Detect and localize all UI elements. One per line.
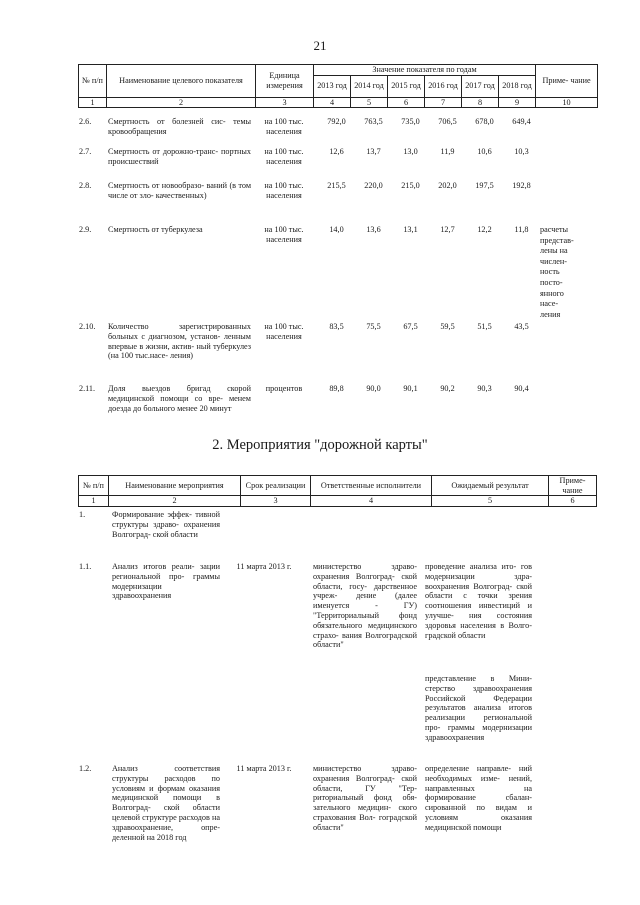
- row-value: 10,3: [514, 147, 529, 156]
- row-num: 2.9.: [79, 225, 92, 234]
- row-value: 13,7: [366, 147, 381, 156]
- row-value: 706,5: [438, 117, 457, 126]
- row-name: Количество зарегистрированных больных с диагнозом, установ- ленным впервые в жизни, актив- ный туберкулез (на 100 тыс.насе- ления): [108, 322, 251, 361]
- row-value: 67,5: [403, 322, 418, 331]
- col-unit-header: Единица измерения: [256, 65, 314, 98]
- row-note: расчеты представ- лены на числен- ность посто- янного насе- ления: [540, 225, 574, 319]
- row-value: 59,5: [440, 322, 455, 331]
- row-num: 2.7.: [79, 147, 92, 156]
- col-name-header: Наименование мероприятия: [109, 476, 241, 496]
- col-number: 5: [351, 97, 388, 108]
- col-num-header: № п/п: [79, 476, 109, 496]
- row-term: 11 марта 2013 г.: [236, 764, 292, 773]
- row-value: 90,4: [514, 384, 529, 393]
- row-name: Доля выездов бригад скорой медицинской помощи со вре- менем доезда до больного менее 20 минут: [108, 384, 251, 413]
- row-name: Формирование эффек- тивной структуры здраво- охранения Волгоград- ской области: [112, 510, 220, 539]
- row-value: 90,3: [477, 384, 492, 393]
- col-number: 4: [311, 496, 432, 507]
- row-value: 14,0: [329, 225, 344, 234]
- row-value: 11,8: [514, 225, 529, 234]
- row-value: 43,5: [514, 322, 529, 331]
- col-number: 7: [425, 97, 462, 108]
- row-responsible: министерство здраво- охранения Волгоград- ской области, ГУ "Тер- риториальный фонд обя- зательного медицин- ского страхования Вол- гоградской области": [313, 764, 417, 832]
- row-num: 2.8.: [79, 181, 92, 190]
- col-number: 5: [432, 496, 549, 507]
- row-name: Анализ итогов реали- зации региональной про- граммы модернизации здравоохранения: [112, 562, 220, 601]
- row-value: 215,5: [327, 181, 346, 190]
- row-value: 10,6: [477, 147, 492, 156]
- col-number: 6: [388, 97, 425, 108]
- row-value: 89,8: [329, 384, 344, 393]
- row-value: 51,5: [477, 322, 492, 331]
- row-value: 192,8: [512, 181, 531, 190]
- col-name-header: Наименование целевого показателя: [107, 65, 256, 98]
- row-value: 13,1: [403, 225, 418, 234]
- row-value: 12,6: [329, 147, 344, 156]
- row-responsible: министерство здраво- охранения Волгоград- ской области, госу- дарственное учреж- дение (далее именуется - ГУ) "Территориальный фонд обязательного медицинского страхо- вания Волгоградской области": [313, 562, 417, 650]
- col-values-group-header: Значение показателя по годам: [314, 65, 536, 76]
- row-value: 220,0: [364, 181, 383, 190]
- indicators-table-header: [78, 64, 598, 108]
- row-num: 2.6.: [79, 117, 92, 126]
- row-result: проведение анализа ито- гов модернизации здра- воохранения Волгоград- ской области с точки зрения соотношения инвестиций и улучше- ния состояния здоровья населения в Волго- градской области: [425, 562, 532, 640]
- row-value: 11,9: [440, 147, 455, 156]
- row-value: 75,5: [366, 322, 381, 331]
- row-value: 90,0: [366, 384, 381, 393]
- row-value: 792,0: [327, 117, 346, 126]
- year-header: 2017 год: [462, 75, 499, 97]
- col-note-header: Приме- чание: [536, 65, 598, 98]
- roadmap-table-header: [78, 475, 597, 507]
- col-number: 2: [109, 496, 241, 507]
- col-resp-header: Ответственные исполнители: [311, 476, 432, 496]
- year-header: 2016 год: [425, 75, 462, 97]
- year-header: 2018 год: [499, 75, 536, 97]
- row-unit: на 100 тыс. населения: [264, 117, 304, 136]
- col-number: 8: [462, 97, 499, 108]
- row-num: 2.11.: [79, 384, 96, 393]
- col-result-header: Ожидаемый результат: [432, 476, 549, 496]
- row-value: 649,4: [512, 117, 531, 126]
- row-unit: на 100 тыс. населения: [264, 181, 304, 200]
- row-name: Смертность от туберкулеза: [108, 225, 203, 234]
- col-number: 3: [256, 97, 314, 108]
- row-unit: на 100 тыс. населения: [264, 147, 304, 166]
- row-name: Анализ соответствия структуры расходов по условиям и формам оказания медицинской помощи в Волгоград- ской области целевой структуре расходов на здравоохранение, опре- деленной на 2018 год: [112, 764, 220, 842]
- row-value: 90,1: [403, 384, 418, 393]
- row-value: 13,6: [366, 225, 381, 234]
- row-value: 12,7: [440, 225, 455, 234]
- row-num: 1.2.: [79, 764, 92, 773]
- page-number: 21: [313, 38, 327, 53]
- year-header: 2015 год: [388, 75, 425, 97]
- row-term: 11 марта 2013 г.: [236, 562, 292, 571]
- row-value: 13,0: [403, 147, 418, 156]
- col-number: 10: [536, 97, 598, 108]
- row-num: 1.: [79, 510, 86, 519]
- row-name: Смертность от новообразо- ваний (в том числе от зло- качественных): [108, 181, 251, 200]
- col-num-header: № п/п: [79, 65, 107, 98]
- row-num: 2.10.: [79, 322, 96, 331]
- col-note-header: Приме- чание: [549, 476, 597, 496]
- year-header: 2014 год: [351, 75, 388, 97]
- row-name: Смертность от болезней сис- темы кровообращения: [108, 117, 251, 136]
- col-number: 1: [79, 496, 109, 507]
- row-unit: на 100 тыс. населения: [264, 225, 304, 244]
- col-number: 9: [499, 97, 536, 108]
- col-term-header: Срок реализации: [241, 476, 311, 496]
- row-value: 215,0: [401, 181, 420, 190]
- row-result-extra: представление в Мини- стерство здравоохранения Российской Федерации результатов анализа итогов реализации региональной про- граммы модернизации здравоохранения: [425, 674, 532, 742]
- row-value: 678,0: [475, 117, 494, 126]
- section-heading: 2. Мероприятия "дорожной карты": [212, 437, 428, 453]
- row-value: 90,2: [440, 384, 455, 393]
- row-result: определение направле- ний необходимых изме- нений, направленных на формирование сбалан- сированной по видам и условиям оказания медицинской помощи: [425, 764, 532, 832]
- row-value: 763,5: [364, 117, 383, 126]
- row-value: 12,2: [477, 225, 492, 234]
- row-unit: процентов: [265, 384, 303, 393]
- year-header: 2013 год: [314, 75, 351, 97]
- row-value: 202,0: [438, 181, 457, 190]
- col-number: 6: [549, 496, 597, 507]
- row-value: 197,5: [475, 181, 494, 190]
- col-number: 1: [79, 97, 107, 108]
- row-unit: на 100 тыс. населения: [264, 322, 304, 341]
- row-value: 83,5: [329, 322, 344, 331]
- row-value: 735,0: [401, 117, 420, 126]
- col-number: 4: [314, 97, 351, 108]
- row-num: 1.1.: [79, 562, 92, 571]
- col-number: 2: [107, 97, 256, 108]
- row-name: Смертность от дорожно-транс- портных происшествий: [108, 147, 251, 166]
- col-number: 3: [241, 496, 311, 507]
